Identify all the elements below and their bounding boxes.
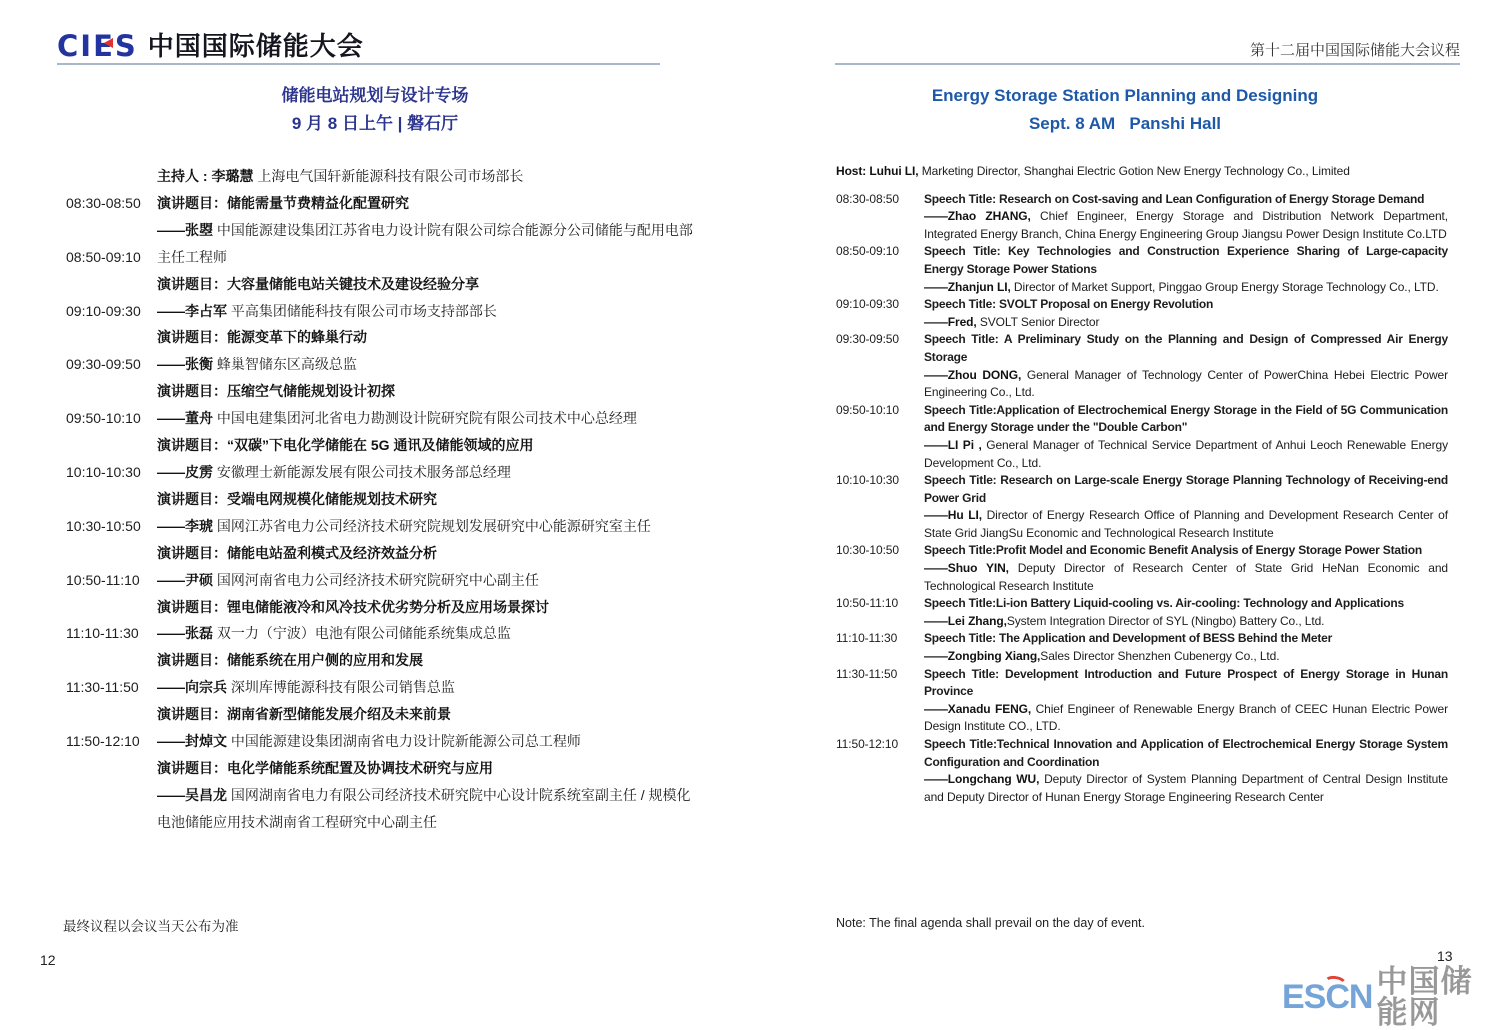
bold-segment: 演讲题目：储能需量节费精益化配置研究 <box>157 194 409 211</box>
text-segment: 国网湖南省电力有限公司经济技术研究院中心设计院系统室副主任 / 规模化 <box>227 786 691 803</box>
speaker-name: ——Xanadu FENG, <box>924 701 1032 716</box>
speaker-name: ——Lei Zhang, <box>924 613 1007 628</box>
agenda-entry <box>836 331 1448 401</box>
time-label: 09:50-10:10 <box>836 402 899 417</box>
time-label: 08:50-09:10 <box>66 248 141 265</box>
speech-title: Speech Title:Application of Electrochemical Energy Storage in the Field of 5G Communication and Energy Storage under the "Double Carbon" <box>924 402 1448 435</box>
time-label: 11:10-11:30 <box>66 625 139 642</box>
row-text <box>157 271 691 298</box>
right-agenda <box>836 163 1448 806</box>
footer-note-en: Note: The final agenda shall prevail on the day of event. <box>836 916 1146 930</box>
bold-segment: ——吴昌龙 <box>157 786 227 803</box>
conference-tagline: 第十二届中国国际储能大会议程 <box>1249 42 1460 59</box>
escn-logo-letters: ESCN <box>1282 980 1372 1014</box>
text-segment: 主任工程师 <box>157 248 227 265</box>
agenda-row <box>66 244 691 271</box>
speaker-name: ——Zhanjun LI, <box>924 279 1011 294</box>
entry-body <box>924 666 1448 736</box>
time-label <box>66 782 157 809</box>
row-text <box>157 217 693 244</box>
session-datetime-cn: 9 月 8 日上午 | 磐石厅 <box>291 114 459 133</box>
agenda-row <box>66 594 691 621</box>
entry-body <box>924 630 1448 665</box>
agenda-row <box>66 459 691 486</box>
row-text <box>157 782 691 809</box>
agenda-entry <box>836 243 1448 296</box>
agenda-entry <box>836 542 1448 595</box>
bold-segment: ——张曌 <box>157 221 213 238</box>
cies-logo-chinese: 中国国际储能大会 <box>147 31 364 61</box>
speaker-line <box>924 613 1448 631</box>
bold-segment: 演讲题目：湖南省新型储能发展介绍及未来前景 <box>157 706 451 723</box>
agenda-row <box>66 513 691 540</box>
time-label: 10:30-10:50 <box>836 543 899 558</box>
left-section-title-block <box>0 82 750 138</box>
agenda-row <box>66 405 691 432</box>
time-label: 09:10-09:30 <box>66 302 141 319</box>
row-text <box>157 647 691 674</box>
entry-body <box>924 736 1448 806</box>
bold-segment: ——李占军 <box>157 302 227 319</box>
speech-title: Speech Title:Li-ion Battery Liquid-cooling vs. Air-cooling: Technology and Applications <box>924 596 1404 611</box>
row-text <box>157 432 691 459</box>
time-label: 09:10-09:30 <box>836 297 899 312</box>
speaker-line <box>924 367 1448 402</box>
text-segment: 中国能源建设集团湖南省电力设计院新能源公司总工程师 <box>227 733 581 750</box>
text-segment: 上海电气国轩新能源科技有限公司市场部长 <box>253 168 524 184</box>
text-segment: 电池储能应用技术湖南省工程研究中心副主任 <box>157 813 437 830</box>
text-segment: 中国能源建设集团江苏省电力设计院有限公司综合能源分公司储能与配用电部 <box>213 221 693 238</box>
entry-body <box>924 472 1448 542</box>
speaker-line <box>924 507 1448 542</box>
agenda-row <box>66 190 691 217</box>
speaker-description: Chief Engineer of Renewable Energy Branch of CEEC Hunan Electric Power Design Institute CO., LTD. <box>924 701 1448 734</box>
speaker-line <box>924 279 1448 297</box>
bold-segment: 演讲题目：“双碳”下电化学储能在 5G 通讯及储能领域的应用 <box>157 437 534 454</box>
speaker-description: General Manager of Technology Center of PowerChina Hebei Electric Power Engineering Co., Ltd. <box>924 367 1449 400</box>
speaker-name: ——Shuo YIN, <box>924 561 1009 576</box>
bold-segment: ——张磊 <box>157 625 213 642</box>
header-divider-right <box>835 63 1460 65</box>
speaker-description: Deputy Director of System Planning Department of Central Design Institute and Deputy Director of Hunan Energy Storage Engineering Research Center <box>924 772 1448 804</box>
row-text <box>157 190 691 217</box>
entry-body <box>924 296 1448 331</box>
time-label <box>66 755 157 782</box>
agenda-row <box>66 540 691 567</box>
speaker-line <box>924 771 1448 806</box>
host-description: Marketing Director, Shanghai Electric Gotion New Energy Technology Co., Limited <box>918 164 1350 178</box>
time-label: 11:50-12:10 <box>836 737 899 751</box>
speaker-description: System Integration Director of SYL (Ningbo) Battery Co., Ltd. <box>1006 613 1325 628</box>
time-label: 09:30-09:50 <box>66 356 141 373</box>
text-segment: 国网江苏省电力公司经济技术研究院规划发展研究中心能源研究室主任 <box>213 517 651 534</box>
time-label <box>66 217 157 244</box>
row-text <box>157 620 691 647</box>
logo-arrow-icon <box>104 38 113 48</box>
row-text <box>157 701 691 728</box>
time-label <box>66 809 157 836</box>
header-divider-left <box>57 63 660 65</box>
time-label: 11:50-12:10 <box>66 733 140 750</box>
speaker-description: SVOLT Senior Director <box>976 314 1100 329</box>
text-segment: 深圳库博能源科技有限公司销售总监 <box>227 679 455 696</box>
entry-body <box>924 331 1448 401</box>
row-text <box>157 728 691 755</box>
time-label <box>66 324 157 351</box>
time-label: 11:10-11:30 <box>836 631 898 646</box>
agenda-entry <box>836 595 1448 630</box>
entry-body <box>924 402 1448 472</box>
agenda-entry <box>836 736 1448 806</box>
bold-segment: 演讲题目：锂电储能液冷和风冷技术优劣势分析及应用场景探讨 <box>157 598 549 615</box>
row-text <box>157 244 691 271</box>
row-text <box>157 674 691 701</box>
time-label <box>66 647 157 674</box>
speaker-description: General Manager of Technical Service Department of Anhui Leoch Renewable Energy Development Co., Ltd. <box>924 437 1448 470</box>
page-number-right: 13 <box>1437 948 1453 964</box>
row-text <box>157 567 691 594</box>
speech-title: Speech Title: A Preliminary Study on the Planning and Design of Compressed Air Energy Storage <box>924 332 1448 364</box>
speaker-description: Director of Market Support, Pinggao Group Energy Storage Technology Co., LTD. <box>1010 279 1439 294</box>
entry-body <box>924 243 1448 296</box>
row-text <box>157 351 691 378</box>
speech-title: Speech Title: Research on Large-scale Energy Storage Planning Technology of Receiving-end Power Grid <box>924 473 1448 505</box>
text-segment: 国网河南省电力公司经济技术研究院研究中心副主任 <box>213 571 539 588</box>
speaker-description: Sales Director Shenzhen Cubenergy Co., Ltd. <box>1040 649 1280 664</box>
speech-title: Speech Title: Research on Cost-saving and Lean Configuration of Energy Storage Demand <box>924 191 1425 206</box>
speaker-line <box>924 437 1448 472</box>
time-label: 10:50-11:10 <box>836 596 899 611</box>
bold-segment: 演讲题目：电化学储能系统配置及协调技术研究与应用 <box>157 759 493 776</box>
time-label: 11:30-11:50 <box>836 666 898 681</box>
agenda-row <box>66 674 691 701</box>
row-text <box>157 163 691 190</box>
page-number-left: 12 <box>40 952 56 968</box>
agenda-row <box>66 567 691 594</box>
speaker-line <box>924 208 1448 243</box>
time-label <box>66 594 157 621</box>
footer-note-cn: 最终议程以会议当天公布为准 <box>63 919 239 934</box>
bold-segment: 主持人 : 李璐慧 <box>157 168 254 184</box>
row-text <box>157 594 691 621</box>
row-text <box>157 378 691 405</box>
time-label: 10:10-10:30 <box>66 463 141 480</box>
speech-title: Speech Title:Technical Innovation and Application of Electrochemical Energy Storage System Configuration and Coordination <box>924 737 1448 769</box>
speaker-name: ——Zhao ZHANG, <box>924 209 1031 224</box>
agenda-row <box>66 298 691 325</box>
bold-segment: ——向宗兵 <box>157 679 227 696</box>
speaker-description: Deputy Director of Research Center of State Grid HeNan Economic and Technological Research Institute <box>924 561 1448 593</box>
speaker-name: ——Hu LI, <box>924 508 982 523</box>
agenda-entry <box>836 402 1448 472</box>
agenda-entry <box>836 191 1448 244</box>
agenda-row <box>66 271 691 298</box>
time-label: 09:50-10:10 <box>66 410 141 427</box>
speech-title: Speech Title: Key Technologies and Construction Experience Sharing of Large-capacity Energy Storage Power Stations <box>924 244 1448 276</box>
agenda-row <box>66 351 691 378</box>
entry-body <box>924 595 1448 630</box>
agenda-row <box>66 809 691 836</box>
text-segment: 平高集团储能科技有限公司市场支持部部长 <box>227 302 497 319</box>
session-title-en: Energy Storage Station Planning and Designing <box>931 86 1319 105</box>
agenda-row <box>66 728 691 755</box>
cies-logo <box>57 26 364 66</box>
agenda-entry <box>836 472 1448 542</box>
row-text <box>157 405 691 432</box>
text-segment: 蜂巢智储东区高级总监 <box>213 356 357 373</box>
row-text <box>157 540 691 567</box>
speaker-line <box>924 701 1448 736</box>
bold-segment: 演讲题目：储能电站盈利模式及经济效益分析 <box>157 544 437 561</box>
time-label: 10:30-10:50 <box>66 517 141 534</box>
row-text <box>157 459 691 486</box>
host-line <box>836 163 1448 181</box>
speech-title: Speech Title: SVOLT Proposal on Energy Revolution <box>924 297 1214 312</box>
agenda-row <box>66 782 691 809</box>
text-segment: 中国电建集团河北省电力勘测设计院研究院有限公司技术中心总经理 <box>213 410 637 427</box>
bold-segment: 演讲题目：压缩空气储能规划设计初探 <box>157 383 395 400</box>
bold-segment: ——董舟 <box>157 410 213 427</box>
speech-title: Speech Title: The Application and Development of BESS Behind the Meter <box>924 631 1333 646</box>
speaker-description: Director of Energy Research Office of Planning and Development Research Center of State Grid JiangSu Economic and Technological Research Institute <box>924 508 1448 540</box>
time-label <box>66 701 157 728</box>
bold-segment: ——张衡 <box>157 356 213 373</box>
speaker-line <box>924 648 1448 666</box>
escn-logo <box>1282 966 1500 1028</box>
bold-segment: ——李琥 <box>157 517 213 534</box>
time-label <box>66 432 157 459</box>
speaker-name: ——Zongbing Xiang, <box>924 649 1041 664</box>
agenda-entry <box>836 630 1448 665</box>
bold-segment: 演讲题目：储能系统在用户侧的应用和发展 <box>157 652 423 669</box>
entry-body <box>924 191 1448 244</box>
agenda-row <box>66 701 691 728</box>
time-label <box>66 163 157 190</box>
speech-title: Speech Title: Development Introduction and Future Prospect of Energy Storage in Hunan Province <box>924 666 1448 699</box>
right-section-title-block <box>750 82 1500 138</box>
escn-arc-icon <box>1322 974 1348 993</box>
agenda-row <box>66 486 691 513</box>
row-text <box>157 809 691 836</box>
row-text <box>157 486 691 513</box>
agenda-row <box>66 217 691 244</box>
agenda-row <box>66 647 691 674</box>
agenda-entry <box>836 296 1448 331</box>
session-datetime-en: Sept. 8 AM Panshi Hall <box>1028 114 1222 133</box>
time-label: 09:30-09:50 <box>836 332 899 347</box>
agenda-row <box>66 378 691 405</box>
agenda-row <box>66 620 691 647</box>
time-label: 08:50-09:10 <box>836 244 899 259</box>
bold-segment: ——尹硕 <box>157 571 213 588</box>
agenda-row <box>66 324 691 351</box>
cies-logo-letters: CIES <box>57 28 138 63</box>
agenda-row <box>66 163 691 190</box>
row-text <box>157 755 691 782</box>
time-label <box>66 271 157 298</box>
speaker-description: Chief Engineer, Energy Storage and Distribution Network Department, Integrated Energy Branch, China Energy Engineering Group Jiangsu Power Design Institute Co.LTD <box>924 209 1448 241</box>
time-label: 10:10-10:30 <box>836 473 899 488</box>
bold-segment: ——封焯文 <box>157 733 227 750</box>
speaker-name: ——LI Pi , <box>924 437 982 452</box>
text-segment: 安徽理士新能源发展有限公司技术服务部总经理 <box>213 463 511 480</box>
time-label <box>66 378 157 405</box>
speaker-name: ——Longchang WU, <box>924 772 1040 787</box>
time-label: 10:50-11:10 <box>66 571 140 588</box>
agenda-row <box>66 432 691 459</box>
agenda-entry <box>836 666 1448 736</box>
bold-segment: 演讲题目：受端电网规模化储能规划技术研究 <box>157 490 437 507</box>
speech-title: Speech Title:Profit Model and Economic Benefit Analysis of Energy Storage Power Station <box>924 543 1423 558</box>
session-title-cn: 储能电站规划与设计专场 <box>281 86 469 105</box>
row-text <box>157 324 691 351</box>
time-label: 08:30-08:50 <box>66 194 141 211</box>
agenda-row <box>66 755 691 782</box>
speaker-line <box>924 314 1448 332</box>
time-label <box>66 540 157 567</box>
time-label: 08:30-08:50 <box>836 191 899 206</box>
row-text <box>157 298 691 325</box>
speaker-name: ——Fred, <box>924 314 977 329</box>
row-text <box>157 513 691 540</box>
host-name: Host: Luhui LI, <box>836 164 919 178</box>
escn-logo-chinese: 中国储能网 <box>1376 964 1473 1030</box>
bold-segment: ——皮雳 <box>157 463 213 480</box>
bold-segment: 演讲题目：能源变革下的蜂巢行动 <box>157 329 367 346</box>
time-label: 11:30-11:50 <box>66 679 139 696</box>
time-label <box>66 486 157 513</box>
speaker-name: ——Zhou DONG, <box>924 367 1022 382</box>
left-agenda <box>66 163 691 836</box>
entry-body <box>924 542 1448 595</box>
text-segment: 双一力（宁波）电池有限公司储能系统集成总监 <box>213 625 511 642</box>
bold-segment: 演讲题目：大容量储能电站关键技术及建设经验分享 <box>157 275 479 292</box>
speaker-line <box>924 560 1448 595</box>
